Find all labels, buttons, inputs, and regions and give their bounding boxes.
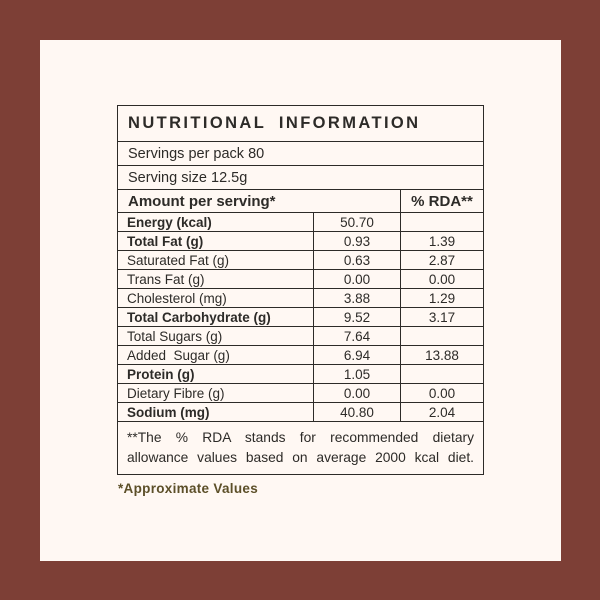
- nutrient-amount: 0.93: [314, 232, 401, 251]
- nutrient-label: Energy (kcal): [118, 213, 314, 232]
- nutrient-label: Sodium (mg): [118, 403, 314, 422]
- table-row-cholesterol: [118, 289, 484, 308]
- nutrient-label: Saturated Fat (g): [118, 251, 314, 270]
- nutrient-label: Total Sugars (g): [118, 327, 314, 346]
- table-row-added-sugar: [118, 346, 484, 365]
- nutrient-label: Protein (g): [118, 365, 314, 384]
- nutrient-label: Trans Fat (g): [118, 270, 314, 289]
- nutrient-rda: [401, 327, 484, 346]
- nutrient-amount: 0.00: [314, 384, 401, 403]
- approximate-values-note: *Approximate Values: [118, 481, 259, 496]
- nutrient-label: Cholesterol (mg): [118, 289, 314, 308]
- table-title: NUTRITIONAL INFORMATION: [118, 106, 484, 142]
- nutrient-label: Added Sugar (g): [118, 346, 314, 365]
- nutrient-rda: 2.04: [401, 403, 484, 422]
- label-panel: [40, 40, 561, 561]
- table-row-sodium: [118, 403, 484, 422]
- rda-footnote-line1: **The % RDA stands for recommended dietary: [127, 430, 474, 445]
- nutrient-rda: 1.29: [401, 289, 484, 308]
- column-header-rda: % RDA**: [401, 190, 484, 213]
- nutrient-amount: 6.94: [314, 346, 401, 365]
- nutrient-amount: 1.05: [314, 365, 401, 384]
- table-row-dietary-fibre: [118, 384, 484, 403]
- column-header-amount: Amount per serving*: [118, 190, 401, 213]
- table-row-total-sugars: [118, 327, 484, 346]
- table-row-protein: [118, 365, 484, 384]
- nutrient-rda: 13.88: [401, 346, 484, 365]
- nutrient-amount: 7.64: [314, 327, 401, 346]
- nutrient-amount: 50.70: [314, 213, 401, 232]
- nutrient-rda: [401, 213, 484, 232]
- nutrient-label: Dietary Fibre (g): [118, 384, 314, 403]
- nutrient-rda: 0.00: [401, 384, 484, 403]
- nutrient-amount: 0.63: [314, 251, 401, 270]
- servings-per-pack: Servings per pack 80: [118, 142, 484, 166]
- serving-size: Serving size 12.5g: [118, 166, 484, 190]
- nutrient-rda: 1.39: [401, 232, 484, 251]
- nutrition-table: [117, 105, 484, 475]
- table-row-saturated-fat: [118, 251, 484, 270]
- nutrient-label: Total Fat (g): [118, 232, 314, 251]
- table-row-total-carbohydrate: [118, 308, 484, 327]
- nutrient-amount: 9.52: [314, 308, 401, 327]
- nutrient-rda: 0.00: [401, 270, 484, 289]
- nutrient-rda: [401, 365, 484, 384]
- rda-footnote-line2: allowance values based on average 2000 kcal diet.: [127, 450, 474, 465]
- nutrient-amount: 3.88: [314, 289, 401, 308]
- table-row-energy: [118, 213, 484, 232]
- nutrient-amount: 0.00: [314, 270, 401, 289]
- rda-footnote: [118, 422, 484, 475]
- nutrient-rda: 3.17: [401, 308, 484, 327]
- table-row-total-fat: [118, 232, 484, 251]
- nutrient-rda: 2.87: [401, 251, 484, 270]
- nutrient-amount: 40.80: [314, 403, 401, 422]
- nutrient-label: Total Carbohydrate (g): [118, 308, 314, 327]
- table-row-trans-fat: [118, 270, 484, 289]
